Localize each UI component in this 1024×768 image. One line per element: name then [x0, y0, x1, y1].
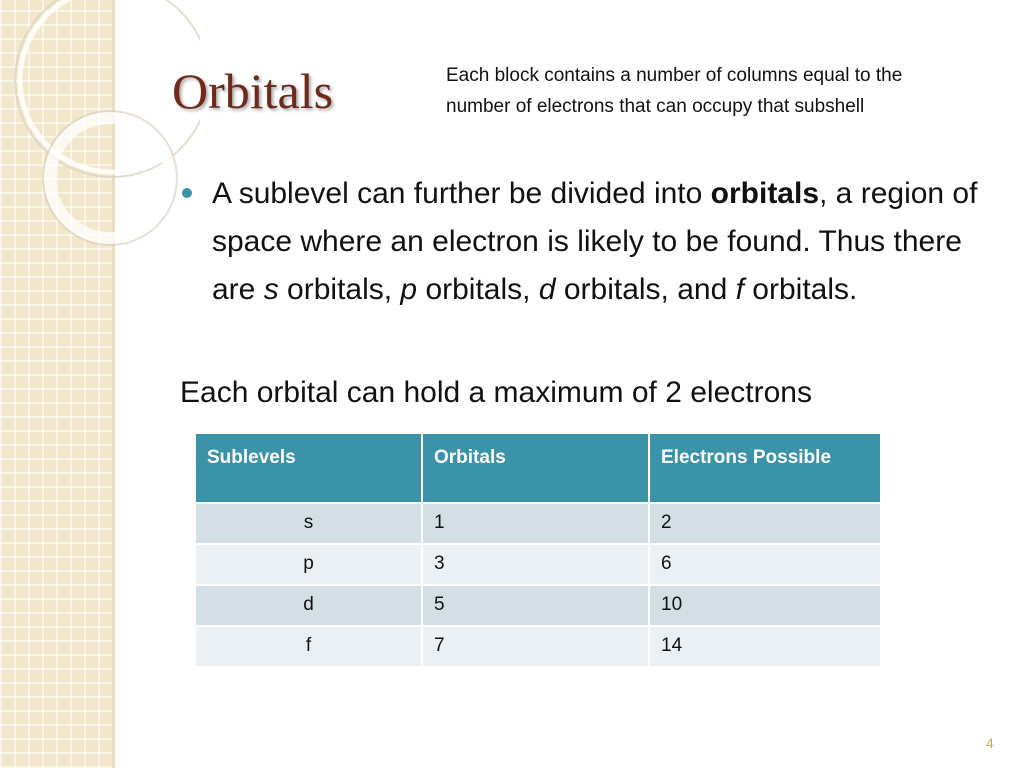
bullet-text-part: orbitals, and [555, 273, 736, 306]
table-row [196, 504, 880, 545]
italic-f: f [735, 273, 744, 306]
cell-orbitals: 5 [423, 586, 650, 627]
cell-sublevel: f [196, 627, 423, 668]
bullet-text-part: , a region of space where an electron is likely to be found. Thus there are [212, 177, 978, 306]
bullet-bold-term: orbitals [710, 177, 820, 210]
cell-electrons: 6 [650, 545, 880, 586]
bullet-text-part: orbitals, [278, 273, 401, 306]
cell-electrons: 2 [650, 504, 880, 545]
table-row [196, 545, 880, 586]
cell-sublevel: p [196, 545, 423, 586]
cell-electrons: 10 [650, 586, 880, 627]
page-title: Orbitals [172, 63, 334, 119]
cell-orbitals: 7 [423, 627, 650, 668]
page-number: 4 [986, 735, 994, 751]
header-sublevels: Sublevels [196, 434, 423, 504]
bullet-item [182, 170, 992, 314]
italic-p: p [400, 273, 418, 306]
table-row [196, 627, 880, 668]
italic-d: d [538, 273, 556, 306]
annotation-note: Each block contains a number of columns equal to the number of electrons that can occupy that subshell [446, 65, 903, 117]
cell-sublevel: d [196, 586, 423, 627]
italic-s: s [263, 273, 279, 306]
bullet-text-part: A sublevel can further be divided into [212, 177, 711, 210]
cell-orbitals: 1 [423, 504, 650, 545]
orbitals-table [196, 434, 880, 668]
body-line: Each orbital can hold a maximum of 2 electrons [180, 376, 812, 409]
bullet-icon [182, 188, 192, 198]
header-orbitals: Orbitals [423, 434, 650, 504]
cell-sublevel: s [196, 504, 423, 545]
table-header-row [196, 434, 880, 504]
bullet-text [212, 170, 992, 314]
bullet-text-part: orbitals. [743, 273, 858, 306]
decorative-rings [0, 0, 200, 300]
bullet-text-part: orbitals, [417, 273, 539, 306]
table-row [196, 586, 880, 627]
header-electrons-possible: Electrons Possible [650, 434, 880, 504]
cell-electrons: 14 [650, 627, 880, 668]
cell-orbitals: 3 [423, 545, 650, 586]
